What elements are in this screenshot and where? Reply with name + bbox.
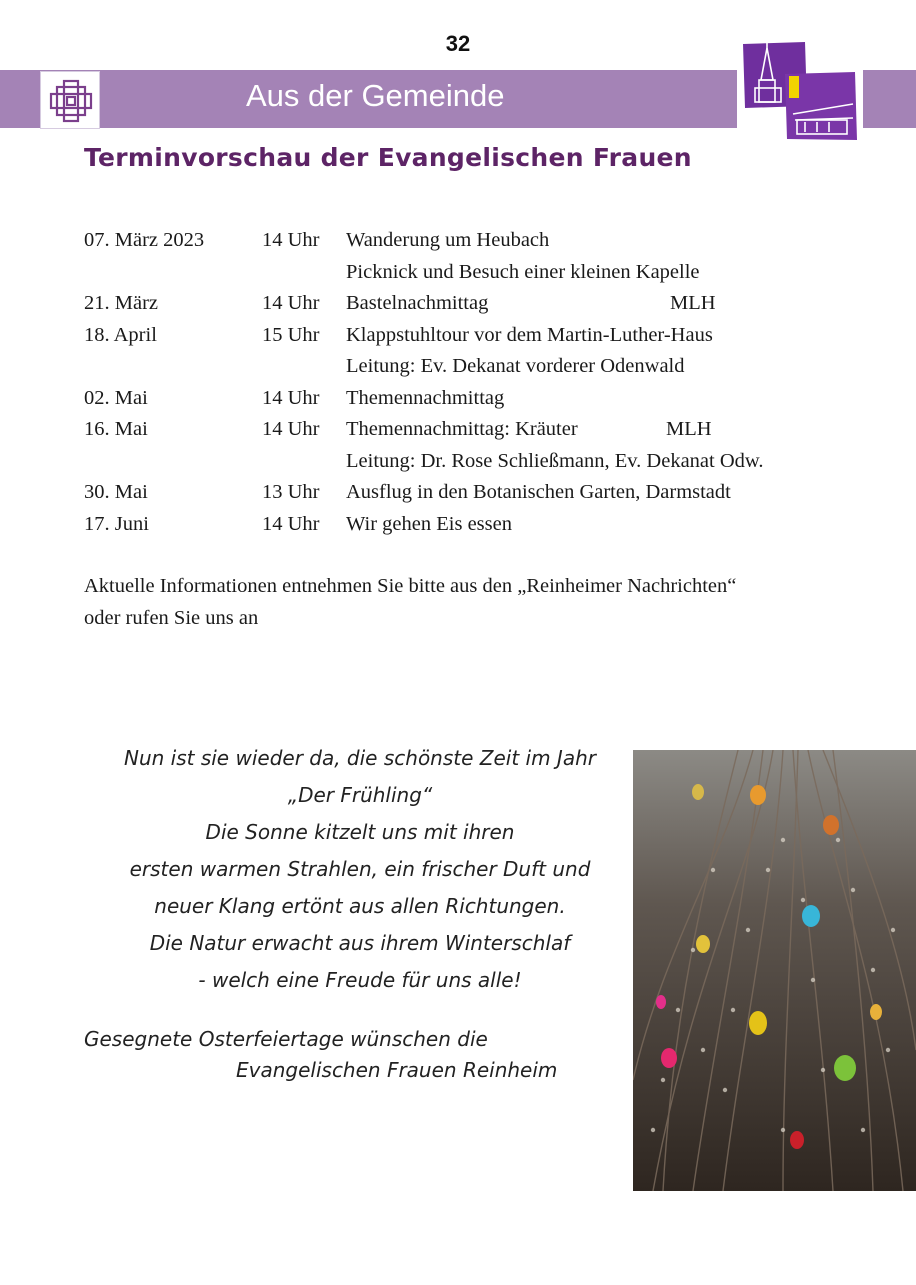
section-heading: Terminvorschau der Evangelischen Frauen xyxy=(84,143,692,172)
church-icon xyxy=(737,40,863,142)
greeting-signature: Evangelischen Frauen Reinheim xyxy=(236,1058,558,1082)
page-number: 32 xyxy=(445,31,471,56)
event-row xyxy=(84,477,844,509)
cross-icon xyxy=(48,78,94,124)
event-location: MLH xyxy=(666,418,712,440)
poem xyxy=(84,740,636,999)
event-description: Bastelnachmittag xyxy=(346,292,489,314)
event-date: 02. Mai xyxy=(84,386,148,409)
event-date: 18. April xyxy=(84,323,157,346)
poem-line: Die Natur erwacht aus ihrem Winterschlaf xyxy=(149,931,571,955)
poem-line: Die Sonne kitzelt uns mit ihren xyxy=(205,820,515,844)
info-line: Aktuelle Informationen entnehmen Sie bitte aus den „Reinheimer Nachrichten“ xyxy=(84,575,737,597)
event-row xyxy=(84,225,844,257)
event-time: 14 Uhr xyxy=(262,418,320,440)
greeting-line: Gesegnete Osterfeiertage wünschen die xyxy=(84,1027,488,1051)
poem-line: - welch eine Freude für uns alle! xyxy=(198,968,522,992)
event-date: 16. Mai xyxy=(84,418,148,440)
event-date: 21. März xyxy=(84,292,159,314)
event-date: 07. März 2023 xyxy=(84,229,205,251)
event-description: Picknick und Besuch einer kleinen Kapelle xyxy=(346,260,700,283)
event-description: Wir gehen Eis essen xyxy=(346,512,512,535)
event-description: Leitung: Ev. Dekanat vorderer Odenwald xyxy=(346,355,685,377)
church-logo xyxy=(737,40,863,142)
event-row xyxy=(84,383,844,415)
event-time: 13 Uhr xyxy=(262,481,320,503)
event-time: 14 Uhr xyxy=(262,292,320,314)
event-description: Klappstuhltour vor dem Martin-Luther-Haus xyxy=(346,323,713,346)
poem-line: „Der Frühling“ xyxy=(287,783,433,807)
event-time: 14 Uhr xyxy=(262,229,320,251)
event-description: Ausflug in den Botanischen Garten, Darmstadt xyxy=(346,481,731,503)
event-row xyxy=(84,446,844,478)
event-description: Themennachmittag xyxy=(346,386,505,409)
event-date: 17. Juni xyxy=(84,512,149,535)
event-list xyxy=(84,225,844,540)
event-description: Leitung: Dr. Rose Schließmann, Ev. Dekanat Odw. xyxy=(346,449,764,472)
logo xyxy=(40,71,100,129)
info-paragraph xyxy=(84,571,844,634)
event-date: 30. Mai xyxy=(84,481,148,503)
event-row xyxy=(84,320,844,352)
poem-line: Nun ist sie wieder da, die schönste Zeit im Jahr xyxy=(123,746,596,770)
event-row xyxy=(84,509,844,541)
event-row xyxy=(84,414,844,446)
event-row xyxy=(84,257,844,289)
event-description: Themennachmittag: Kräuter xyxy=(346,418,578,440)
poem-line: neuer Klang ertönt aus allen Richtungen. xyxy=(154,894,566,918)
info-line: oder rufen Sie uns an xyxy=(84,606,259,629)
header-title: Aus der Gemeinde xyxy=(246,78,505,113)
event-row xyxy=(84,351,844,383)
event-time: 14 Uhr xyxy=(262,512,320,535)
event-row xyxy=(84,288,844,320)
event-time: 15 Uhr xyxy=(262,323,320,346)
event-time: 14 Uhr xyxy=(262,386,320,409)
poem-line: ersten warmen Strahlen, ein frischer Duft und xyxy=(129,857,591,881)
event-description: Wanderung um Heubach xyxy=(346,229,550,251)
easter-tree-photo xyxy=(633,750,916,1191)
event-location: MLH xyxy=(670,292,716,314)
